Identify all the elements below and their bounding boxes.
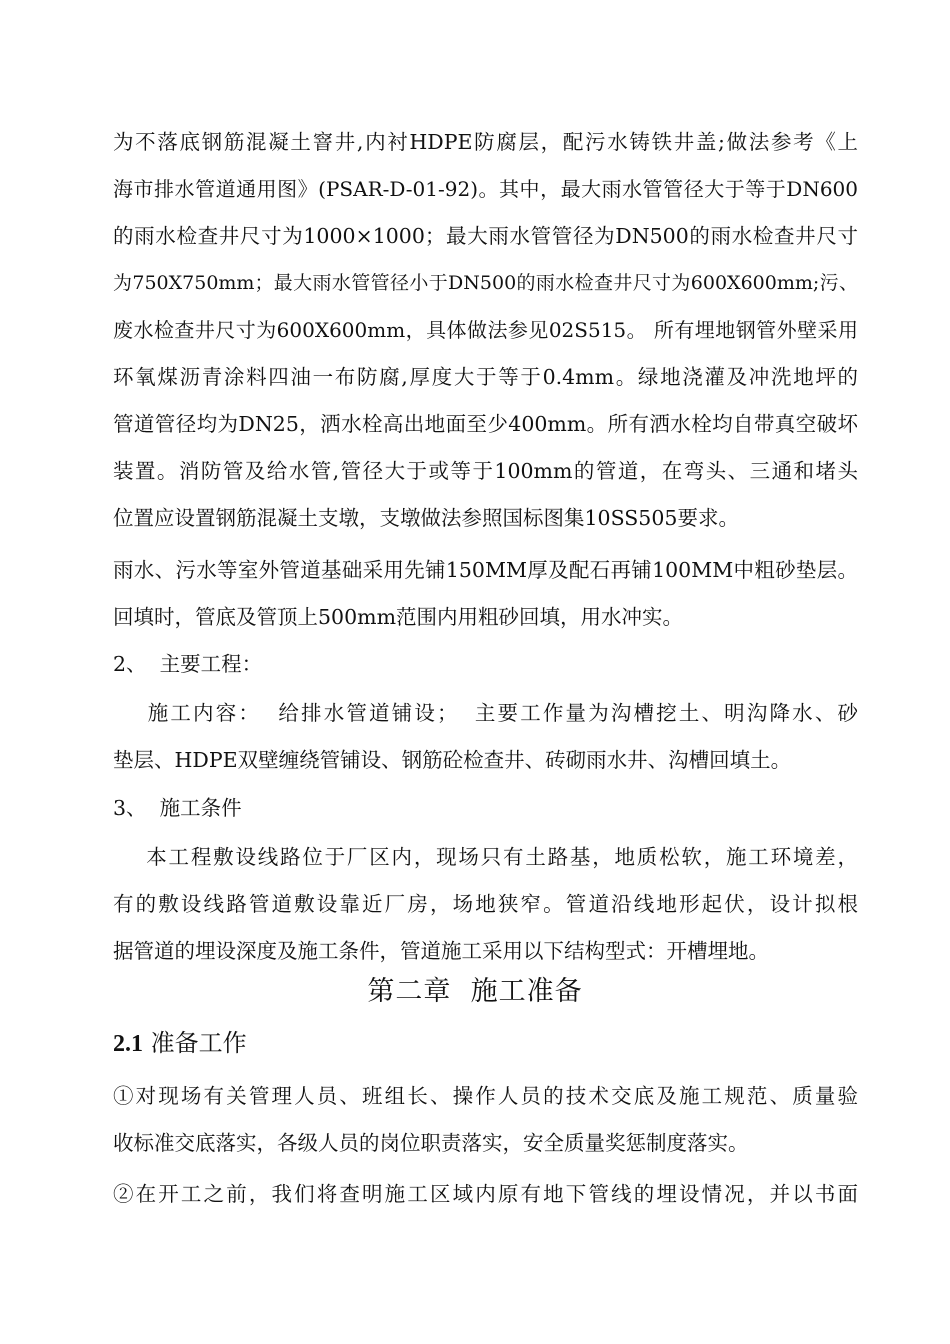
paragraph-line-21: ②在开工之前，我们将查明施工区域内原有地下管线的埋设情况，并以书面	[113, 1182, 858, 1206]
section-number: 2.1	[113, 1031, 143, 1057]
section-title: 准备工作	[150, 1029, 247, 1057]
paragraph-line-14: 垫层、HDPE双壁缠绕管铺设、钢筋砼检查井、砖砌雨水井、沟槽回填土。	[113, 748, 792, 772]
paragraph-line-8: 装置。消防管及给水管,管径大于或等于100mm的管道，在弯头、三通和堵头	[113, 459, 858, 483]
section-heading	[113, 1027, 247, 1060]
heading-main-works: 2、 主要工程：	[113, 652, 263, 676]
paragraph-line-18: 据管道的埋设深度及施工条件，管道施工采用以下结构型式：开槽埋地。	[113, 939, 769, 963]
paragraph-line-2: 海市排水管道通用图》(PSAR-D-01-92)。其中，最大雨水管管径大于等于DN600	[113, 177, 858, 201]
paragraph-line-20: 收标准交底落实，各级人员的岗位职责落实，安全质量奖惩制度落实。	[113, 1131, 749, 1155]
paragraph-line-19: ①对现场有关管理人员、班组长、操作人员的技术交底及施工规范、质量验	[113, 1084, 858, 1108]
paragraph-line-10: 雨水、污水等室外管道基础采用先铺150MM厚及配石再铺100MM中粗砂垫层。	[113, 558, 858, 582]
paragraph-line-3: 的雨水检查井尺寸为1000×1000；最大雨水管管径为DN500的雨水检查井尺寸	[113, 224, 858, 248]
paragraph-line-13: 施工内容： 给排水管道铺设； 主要工作量为沟槽挖土、明沟降水、砂	[113, 701, 858, 725]
paragraph-line-16: 本工程敷设线路位于厂区内，现场只有土路基，地质松软，施工环境差，	[113, 845, 858, 869]
paragraph-line-1: 为不落底钢筋混凝土窨井,内衬HDPE防腐层，配污水铸铁井盖;做法参考《上	[113, 130, 858, 154]
paragraph-line-11: 回填时，管底及管顶上500mm范围内用粗砂回填，用水冲实。	[113, 605, 684, 629]
paragraph-line-7: 管道管径均为DN25，洒水栓高出地面至少400mm。所有洒水栓均自带真空破坏	[113, 412, 858, 436]
paragraph-line-6: 环氧煤沥青涂料四油一布防腐,厚度大于等于0.4mm。绿地浇灌及冲洗地坪的	[113, 365, 858, 389]
paragraph-line-17: 有的敷设线路管道敷设靠近厂房，场地狭窄。管道沿线地形起伏，设计拟根	[113, 892, 858, 916]
paragraph-line-4: 为750X750mm；最大雨水管管径小于DN500的雨水检查井尺寸为600X600mm;污、	[113, 272, 858, 294]
heading-construction-conditions: 3、 施工条件	[113, 796, 242, 820]
chapter-title: 第二章 施工准备	[367, 976, 583, 1007]
paragraph-line-9: 位置应设置钢筋混凝土支墩，支墩做法参照国标图集10SS505要求。	[113, 506, 739, 530]
paragraph-line-5: 废水检查井尺寸为600X600mm，具体做法参见02S515。 所有埋地钢管外壁采用	[113, 318, 858, 342]
